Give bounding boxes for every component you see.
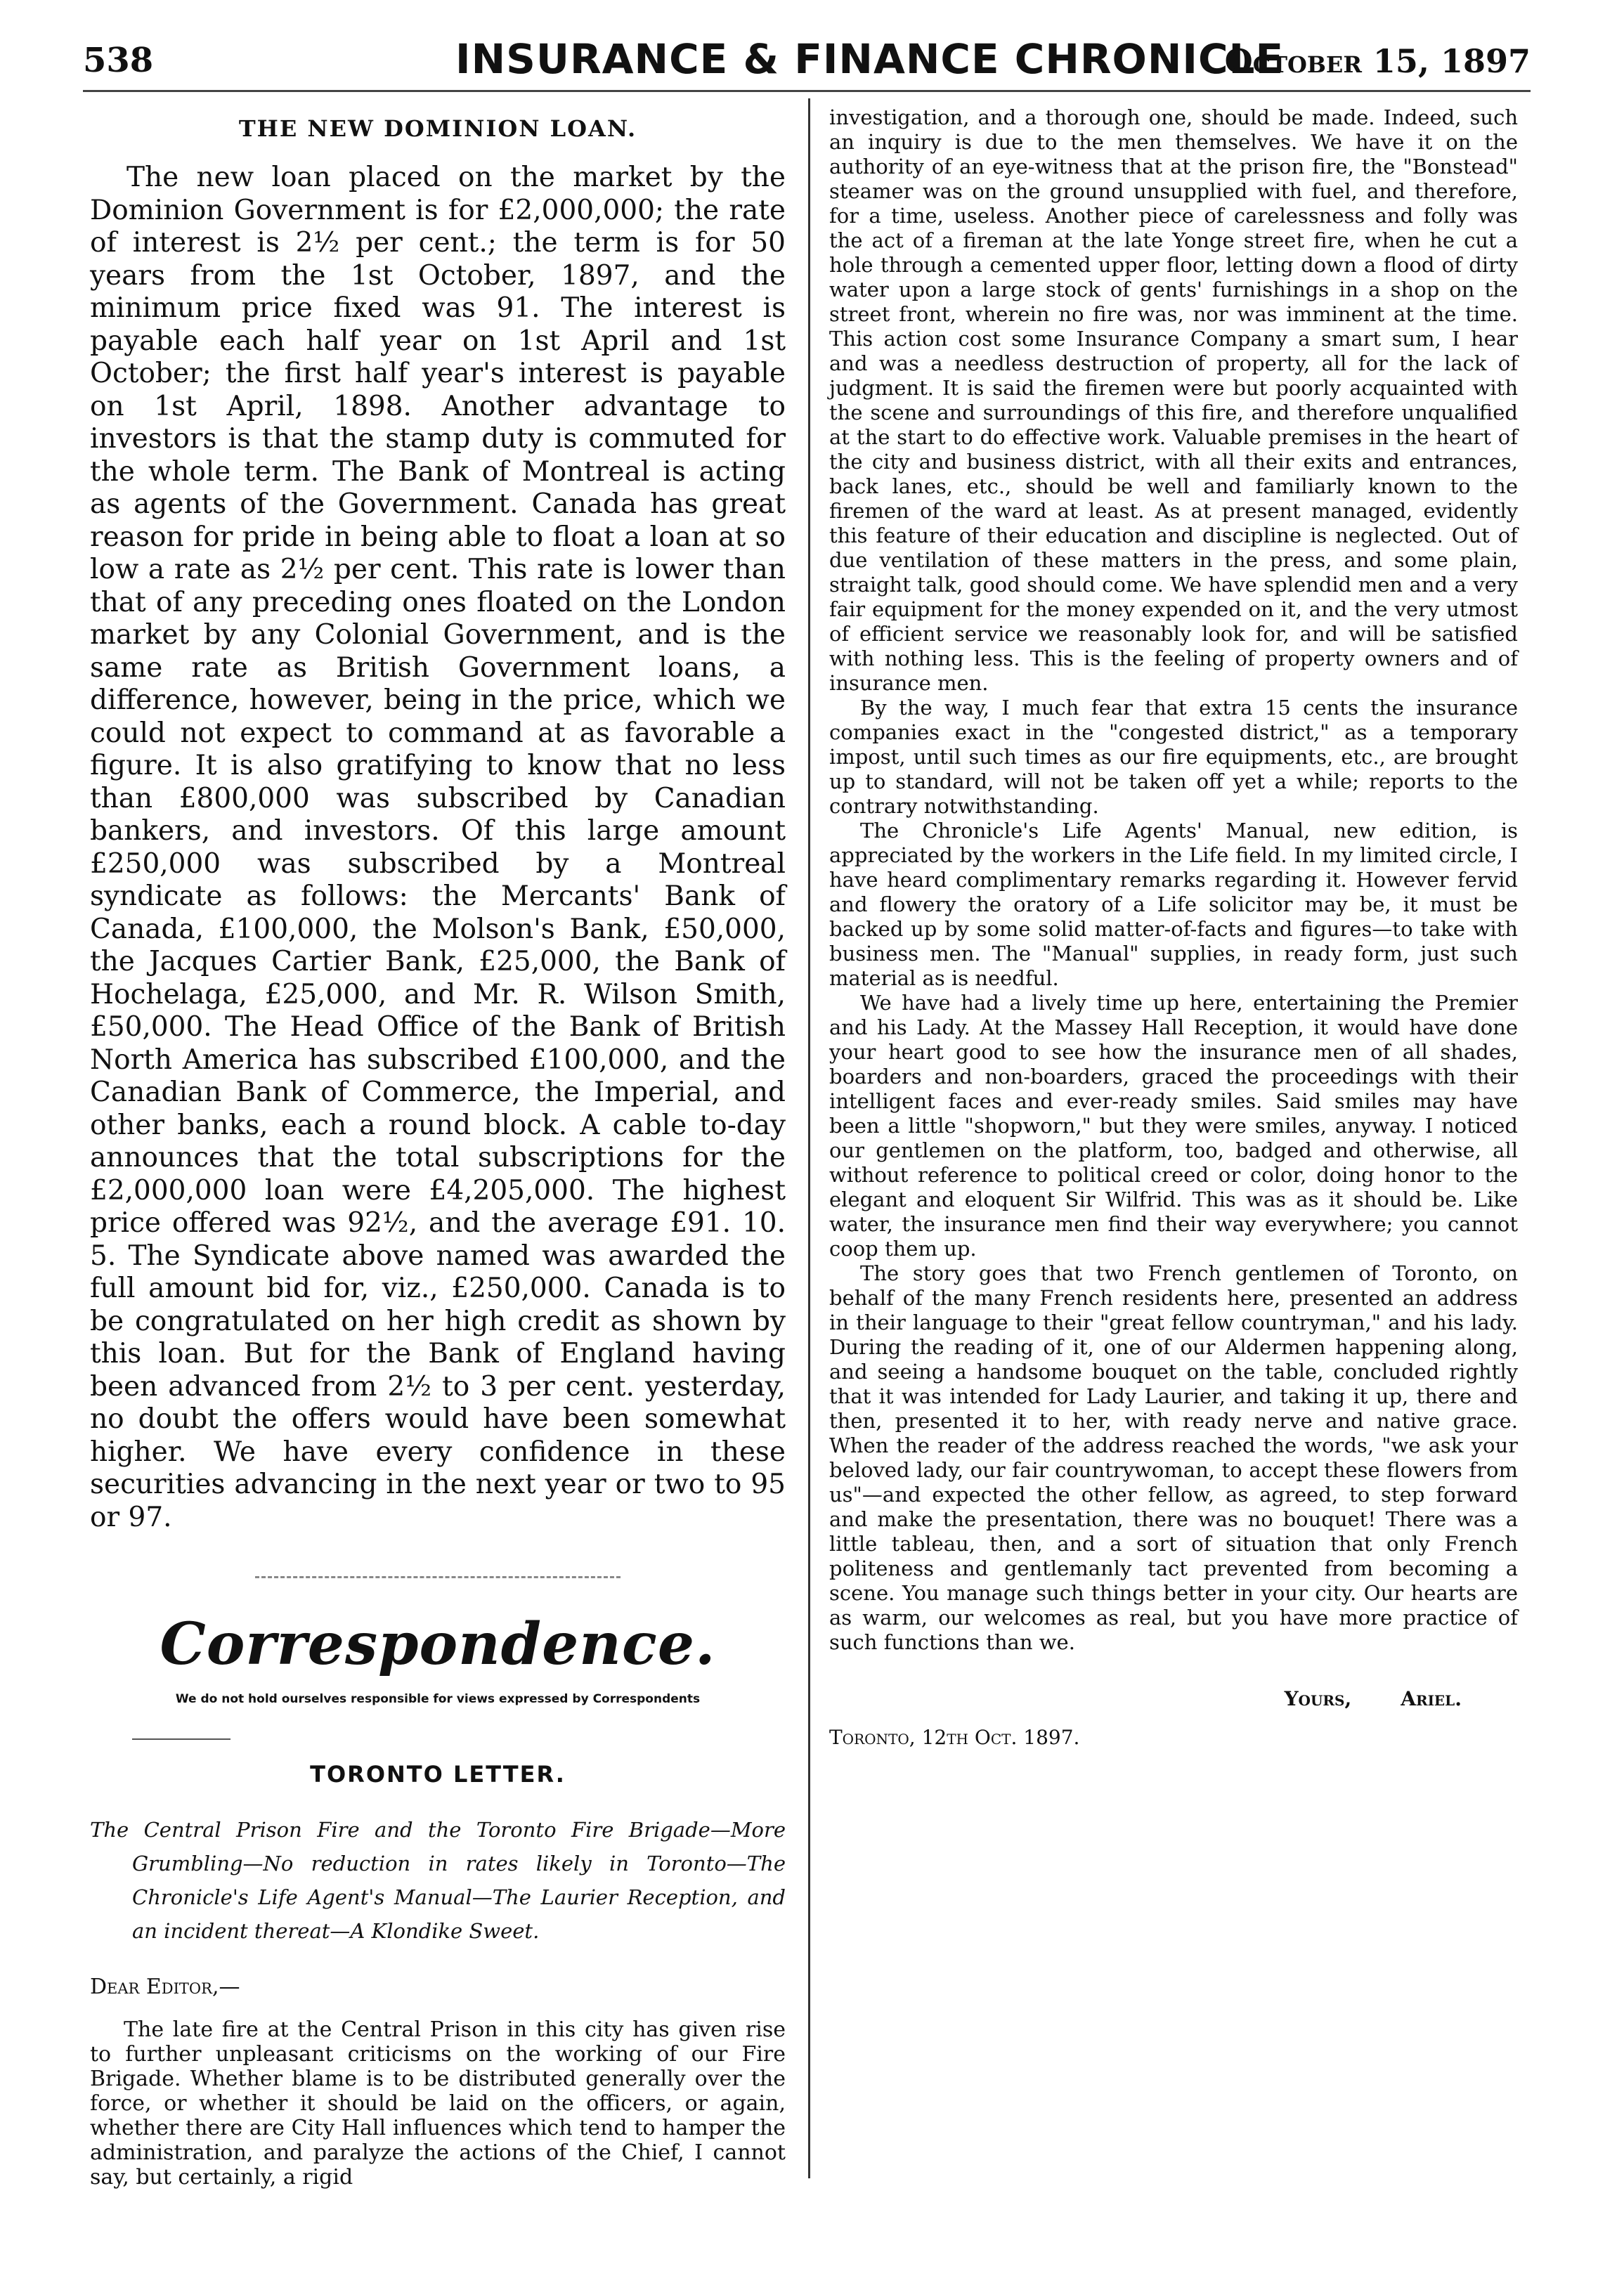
page-header (83, 20, 1531, 90)
toronto-letter-title: TORONTO LETTER. (310, 1761, 566, 1788)
closing: Yours, (1284, 1687, 1352, 1710)
letter-paragraph: investigation, and a thorough one, should be made. Indeed, such an inquiry is due to the men themselves. We have it on the authority of an eye-witness that at the prison fire, the "Bonstead" steamer was on the ground unsupplied with fuel, and therefore, for a time, useless. Another piece of carelessness and folly was the act of a fireman at the late Yonge street fire, when he cut a hole through a cemented upper floor, letting down a flood of dirty water upon a large stock of gents' furnishings in a shop on the street front, wherein no fire was, nor was imminent at the time. This action cost some Insurance Company a smart sum, I hear and was a needless destruction of property, all for the lack of judgment. It is said the firemen were but poorly acquainted with the scene and surroundings of this fire, and therefore unqualified at the start to do effective work. Valuable premises in the heart of the city and business district, with all their exits and entrances, back lanes, etc., should be well and familiarly known to the firemen of the ward at least. As at present managed, evidently this feature of their education and discipline is neglected. Out of due ventilation of these matters in the press, and some plain, straight talk, good should come. We have splendid men and a very fair equipment for the money expended on it, and the very utmost of efficient service we reasonably look for, and will be satisfied with nothing less. This is the feeling of property owners and of insurance men. (829, 105, 1518, 695)
letter-paragraph: We have had a lively time up here, entertaining the Premier and his Lady. At the Massey Hall Reception, it would have done your heart good to see how the insurance men of all shades, boarders and non-boarders, graced the proceedings with their intelligent faces and ever-ready smiles. Said smiles may have been a little "shopworn," but they were smiles, anyway. I noticed our gentlemen on the platform, too, badged and otherwise, all without reference to political creed or color, doing honor to the elegant and eloquent Sir Wilfrid. This was as it should be. Like water, the insurance men find their way everywhere; you cannot coop them up. (829, 991, 1518, 1261)
toronto-letter-subhead: The Central Prison Fire and the Toronto Fire Brigade—More Grumbling—No reduction in rates likely in Toronto—The Chronicle's Life Agent's Manual—The Laurier Reception, and an incident thereat—A Klondike Sweet. (90, 1818, 786, 1943)
signature: Ariel. (1401, 1687, 1462, 1710)
letter-paragraph: The story goes that two French gentlemen of Toronto, on behalf of the many French residents here, presented an address in their language to their "great fellow countryman," and his lady. During the reading of it, one of our Aldermen happening along, and seeing a handsome bouquet on the table, concluded rightly that it was intended for Lady Laurier, and taking it up, there and then, presented it to her, with ready nerve and native grace. When the reader of the address reached the words, "we ask your beloved lady, our fair countrywoman, to accept these flowers from us"—and expected the other fellow, as agreed, to step forward and make the presentation, there was no bouquet! There was a little tableau, then, and a sort of situation that only French politeness and gentlemanly tact prevented from becoming a scene. You manage such things better in your city. Our hearts are as warm, our welcomes as real, but you have more practice of such functions than we. (829, 1261, 1518, 1654)
dateline: Toronto, 12th Oct. 1897. (829, 1726, 1080, 1749)
correspondence-disclaimer: We do not hold ourselves responsible for views expressed by Correspondents (175, 1692, 701, 1706)
column-divider (808, 98, 810, 2178)
letter-paragraph: By the way, I much fear that extra 15 cents the insurance companies exact in the "congested district," as a temporary impost, until such times as our fire equipments, etc., are brought up to standard, will not be taken off yet a while; reports to the contrary notwithstanding. (829, 696, 1518, 818)
loan-article-title: THE NEW DOMINION LOAN. (238, 115, 637, 142)
short-rule (132, 1738, 230, 1740)
letter-paragraph: The Chronicle's Life Agents' Manual, new edition, is appreciated by the workers in the Life field. In my limited circle, I have heard complimentary remarks regarding it. However fervid and flowery the oratory of a Life solicitor may be, it must be backed up by some solid matter-of-facts and figures—to take with business men. The "Manual" supplies, in ready form, just such material as is needful. (829, 819, 1518, 990)
issue-date: October 15, 1897 (1224, 42, 1531, 80)
page-number: 538 (83, 41, 154, 80)
letter-salutation: Dear Editor,— (90, 1975, 240, 1999)
letter-opening-paragraph: The late fire at the Central Prison in this city has given rise to further unpleasant criticisms on the working of our Fire Brigade. Whether blame is to be distributed generally over the force, or whether it should be laid on the officers, or again, whether there are City Hall influences which tend to hamper the administration, and paralyze the actions of the Chief, I cannot say, but certainly, a rigid (90, 2017, 786, 2190)
section-separator (255, 1576, 621, 1578)
header-rule (83, 90, 1531, 92)
right-column (829, 105, 1518, 1749)
journal-title: INSURANCE & FINANCE CHRONICLE (455, 35, 1285, 83)
loan-article-body: The new loan placed on the market by the Dominion Government is for £2,000,000; the rate of interest is 2½ per cent.; the term is for 50 years from the 1st October, 1897, and the minimum price fixed was 91. The interest is payable each half year on 1st April and 1st October; the first half year's interest is payable on 1st April, 1898. Another advantage to investors is that the stamp duty is commuted for the whole term. The Bank of Montreal is acting as agents of the Government. Canada has great reason for pride in being able to float a loan at so low a rate as 2½ per cent. This rate is lower than that of any preceding ones floated on the London market by any Colonial Government, and is the same rate as British Government loans, a difference, however, being in the price, which we could not expect to command at as favorable a figure. It is also gratifying to know that no less than £800,000 was subscribed by Canadian bankers, and investors. Of this large amount £250,000 was subscribed by a Montreal syndicate as follows: the Mercants' Bank of Canada, £100,000, the Molson's Bank, £50,000, the Jacques Cartier Bank, £25,000, the Bank of Hochelaga, £25,000, and Mr. R. Wilson Smith, £50,000. The Head Office of the Bank of British North America has subscribed £100,000, and the Canadian Bank of Commerce, the Imperial, and other banks, each a round block. A cable to-day announces that the total subscriptions for the £2,000,000 loan were £4,205,000. The highest price offered was 92½, and the average £91. 10. 5. The Syndicate above named was awarded the full amount bid for, viz., £250,000. Canada is to be congratulated on her high credit as shown by this loan. But for the Bank of England having been advanced from 2½ to 3 per cent. yesterday, no doubt the offers would have been somewhat higher. We have every confidence in these securities advancing in the next year or two to 95 or 97. (90, 162, 786, 1533)
letter-signoff (829, 1687, 1462, 1710)
correspondence-heading: Correspondence. (160, 1611, 716, 1678)
left-column (90, 105, 786, 2190)
